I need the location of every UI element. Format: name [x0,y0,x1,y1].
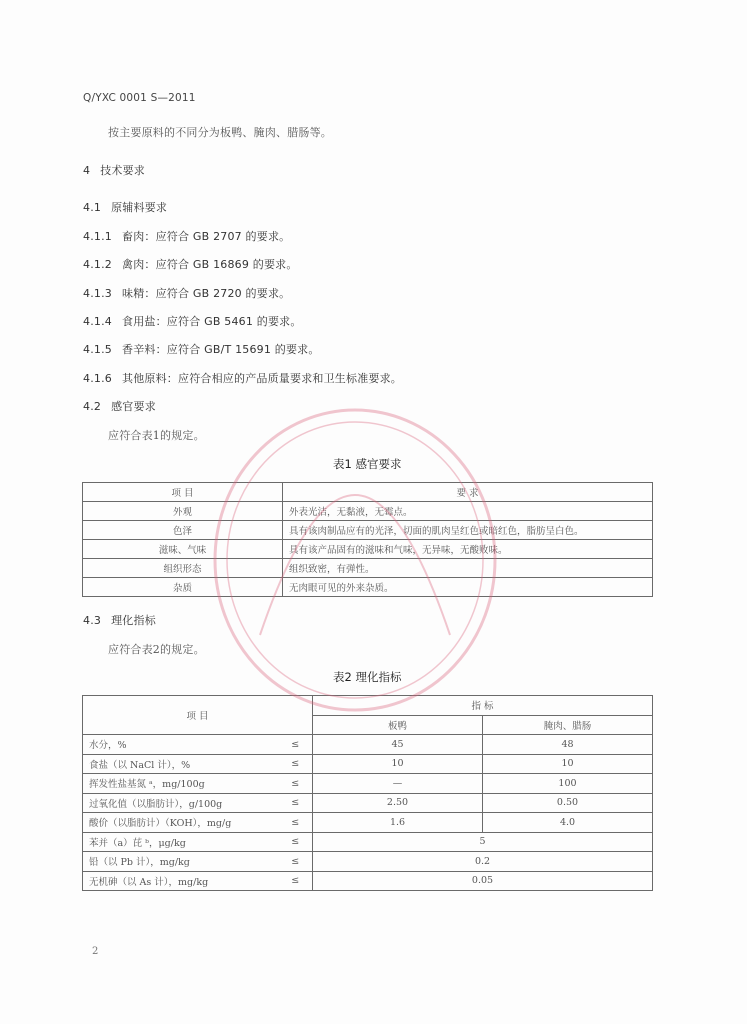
table-cell: ≤ [279,871,313,891]
table-cell: 具有该肉制品应有的光泽，切面的肌肉呈红色或暗红色，脂肪呈白色。 [283,521,653,540]
intro-paragraph: 按主要原料的不同分为板鸭、腌肉、腊肠等。 [108,126,332,139]
table-cell: ≤ [279,735,313,755]
table-row [83,502,653,521]
table-row [83,578,653,597]
section-title: 理化指标 [111,614,156,627]
table-header-cell: 指 标 [313,696,653,716]
section-4-2-text: 应符合表1的规定。 [108,429,205,442]
table-cell: 具有该产品固有的滋味和气味，无异味，无酸败味。 [283,540,653,559]
table-cell: 组织致密，有弹性。 [283,559,653,578]
table-header-cell: 板鸭 [313,715,483,735]
table-cell: 0.50 [483,793,653,813]
table-row [83,774,653,794]
clause-4-1-5 [83,341,320,357]
table-cell: 外观 [83,502,283,521]
table-cell: 铅（以 Pb 计），mg/kg [83,852,279,872]
table-cell: 外表光洁，无黏液，无霉点。 [283,502,653,521]
table-row [83,559,653,578]
sensory-requirements-table [82,482,653,597]
table-header-cell: 项 目 [83,696,313,735]
table-row [83,754,653,774]
document-header: Q/YXC 0001 S—2011 [83,92,196,104]
table-row [83,871,653,891]
table-header-cell: 腌肉、腊肠 [483,715,653,735]
table-cell: 4.0 [483,813,653,833]
table-cell: 无机砷（以 As 计），mg/kg [83,871,279,891]
table-row [83,540,653,559]
table-cell: 0.05 [313,871,653,891]
table-header-cell: 要 求 [283,483,653,502]
table-cell: 酸价（以脂肪计）（KOH），mg/g [83,813,279,833]
table-cell: 滋味、气味 [83,540,283,559]
section-4-heading [83,162,145,178]
table-cell: 无肉眼可见的外来杂质。 [283,578,653,597]
section-number: 4 [83,164,91,177]
section-title: 感官要求 [111,400,156,413]
table-cell: 48 [483,735,653,755]
table1-caption: 表1 感官要求 [333,457,402,471]
clause-4-1-4 [83,313,302,329]
table-cell: 10 [313,754,483,774]
table-cell: 2.50 [313,793,483,813]
table-header-cell: 项 目 [83,483,283,502]
section-title: 原辅料要求 [111,201,168,214]
table-cell: 杂质 [83,578,283,597]
clause-number: 4.1.6 [83,372,112,385]
clause-text: 香辛料：应符合 GB/T 15691 的要求。 [122,343,320,356]
table-cell: 组织形态 [83,559,283,578]
table-cell: ≤ [279,774,313,794]
table-cell: — [313,774,483,794]
clause-number: 4.1.3 [83,287,112,300]
section-4-3-heading [83,612,156,628]
table-cell: 色泽 [83,521,283,540]
table-row [83,735,653,755]
clause-text: 畜肉：应符合 GB 2707 的要求。 [122,230,291,243]
table-cell: ≤ [279,793,313,813]
table-row [83,832,653,852]
table-cell: 100 [483,774,653,794]
clause-number: 4.1.5 [83,343,112,356]
clause-4-1-3 [83,285,290,301]
clause-4-1-2 [83,256,298,272]
clause-number: 4.1.4 [83,315,112,328]
table-row [83,793,653,813]
table-header-row [83,696,653,716]
clause-text: 味精：应符合 GB 2720 的要求。 [122,287,291,300]
section-title: 技术要求 [100,164,146,177]
table-cell: 水分，% [83,735,279,755]
table-cell: ≤ [279,813,313,833]
table-cell: 苯并（a）芘 ᵇ，μg/kg [83,832,279,852]
clause-text: 禽肉：应符合 GB 16869 的要求。 [122,258,298,271]
section-4-1-heading [83,199,167,215]
table-cell: ≤ [279,754,313,774]
clause-number: 4.1.1 [83,230,112,243]
table-row [83,852,653,872]
table-cell: 挥发性盐基氮 ᵃ，mg/100g [83,774,279,794]
section-number: 4.3 [83,614,102,627]
table-cell: 5 [313,832,653,852]
physicochemical-indicators-table [82,695,653,891]
table-cell: 10 [483,754,653,774]
table-row [83,813,653,833]
clause-text: 其他原料：应符合相应的产品质量要求和卫生标准要求。 [122,372,402,385]
section-4-2-heading [83,398,156,414]
clause-4-1-6 [83,370,402,386]
section-number: 4.2 [83,400,102,413]
table-cell: 45 [313,735,483,755]
table-cell: 0.2 [313,852,653,872]
table-cell: 过氧化值（以脂肪计），g/100g [83,793,279,813]
table-cell: ≤ [279,852,313,872]
page-number: 2 [92,946,99,957]
table-cell: ≤ [279,832,313,852]
section-4-3-text: 应符合表2的规定。 [108,643,205,656]
clause-number: 4.1.2 [83,258,112,271]
clause-text: 食用盐：应符合 GB 5461 的要求。 [122,315,302,328]
table-row [83,521,653,540]
section-number: 4.1 [83,201,102,214]
table-cell: 食盐（以 NaCl 计），% [83,754,279,774]
table-cell: 1.6 [313,813,483,833]
table2-caption: 表2 理化指标 [333,670,402,684]
table-header-row [83,483,653,502]
clause-4-1-1 [83,228,290,244]
